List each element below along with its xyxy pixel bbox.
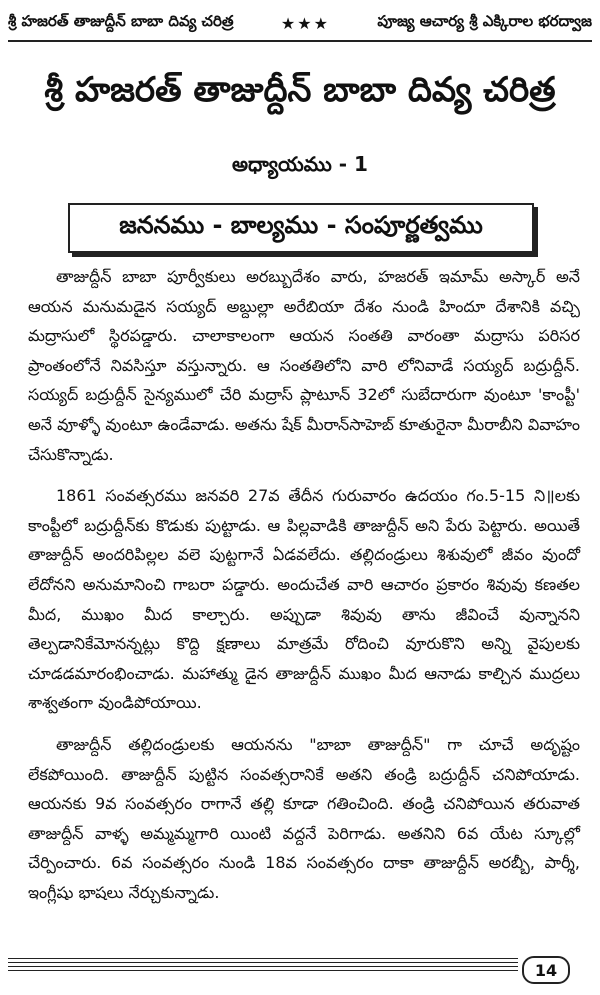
page-number-text: 14: [534, 960, 558, 980]
body-text: [28, 262, 580, 919]
star-ornament-icon: ★★★: [280, 13, 330, 33]
paragraph: 1861 సంవత్సరము జనవరి 27వ తేదీన గురువారం ఉదయం గం.5-15 ని॥లకు కాంప్టీలో బద్రుద్దీన్‌కు కొడుకు పుట్టాడు. ఆ పిల్లవాడికి తాజుద్దీన్ అని పేరు పెట్టారు. అయితే తాజుద్దీన్ అందరిపిల్లల వలె పుట్టగానే ఏడవలేదు. తల్లిదండ్రులు శిశువులో జీవం వుందో లేదోనని అనుమానించి గాబరా పడ్డారు. అందుచేత వారి ఆచారం ప్రకారం శివువు కణతల మీద, ముఖం మీద కాల్చారు. అప్పుడా శివువు తాను జీవించే వున్నానని తెల్పడానికేమోనన్నట్లు కొద్ది క్షణాలు మాత్రమే రోదించి వూరుకొని అన్ని వైపులకు చూడడమారంభించాడు. మహాత్ము డైన తాజుద్దీన్ ముఖం మీద ఆనాడు కాల్చిన ముద్రలు శాశ్వతంగా వుండిపోయాయి.: [28, 486, 580, 713]
page-title: శ్రీ హజరత్ తాజుద్దీన్ బాబా దివ్య చరిత్ర: [44, 70, 556, 110]
chapter-heading: అధ్యాయము - 1: [232, 152, 368, 176]
running-head-book-title: శ్రీ హజరత్ తాజుద్దీన్ బాబా దివ్య చరిత్ర: [8, 12, 234, 30]
page-number: [522, 956, 570, 984]
running-head-author: పూజ్య ఆచార్య శ్రీ ఎక్కిరాల భరద్వాజ: [377, 12, 592, 30]
footer-rule-decoration: [8, 958, 592, 974]
chapter-subtitle: [68, 203, 534, 253]
paragraph: తాజుద్దీన్ బాబా పూర్వీకులు అరబ్బుదేశం వారు, హజరత్ ఇమామ్ అస్కార్ అనే ఆయన మనుమడైన సయ్యద్ అబ్దుల్లా అరేబియా దేశం నుండి హిందూ దేశానికి వచ్చి మద్రాసులో స్థిరపడ్డారు. చాలాకాలంగా ఆయన సంతతి వారంతా మద్రాసు పరిసర ప్రాంతంలోనే నివసిస్తూ వస్తున్నారు. ఆ సంతతిలోని వారి లోనివాడే సయ్యద్ బద్రుద్దీన్. సయ్యద్ బద్రుద్దీన్ సైన్యములో చేరి మద్రాస్ ప్లాటూన్ 32లో సుబేదారుగా వుంటూ 'కాంప్టీ' అనే వూళ్ళో వుంటూ ఉండేవాడు. అతను షేక్ మీరాన్‌సాహెబ్ కూతురైనా మీరాబీని వివాహం చేసుకొన్నాడు.: [28, 267, 580, 464]
running-head: [8, 6, 592, 42]
chapter-subtitle-text: జననము - బాల్యము - సంపూర్ణత్వము: [119, 211, 483, 239]
paragraph: తాజుద్దీన్ తల్లిదండ్రులకు ఆయనను "బాబా తాజుద్దీన్" గా చూచే అదృష్టం లేకపోయింది. తాజుద్దీన్ పుట్టిన సంవత్సరానికే అతని తండ్రి బద్రుద్దీన్ చనిపోయాడు. ఆయనకు 9వ సంవత్సరం రాగానే తల్లి కూడా గతించింది. తండ్రి చనిపోయిన తరువాత తాజుద్దీన్ వాళ్ళ అమ్మమ్మగారి యింటి వద్దనే పెరిగాడు. అతనిని 6వ యేట స్కూల్లో చేర్పించారు. 6వ సంవత్సరం నుండి 18వ సంవత్సరం దాకా తాజుద్దీన్ అరబ్బీ, పార్శీ, ఇంగ్లీషు భాషలు నేర్చుకున్నాడు.: [28, 734, 580, 902]
